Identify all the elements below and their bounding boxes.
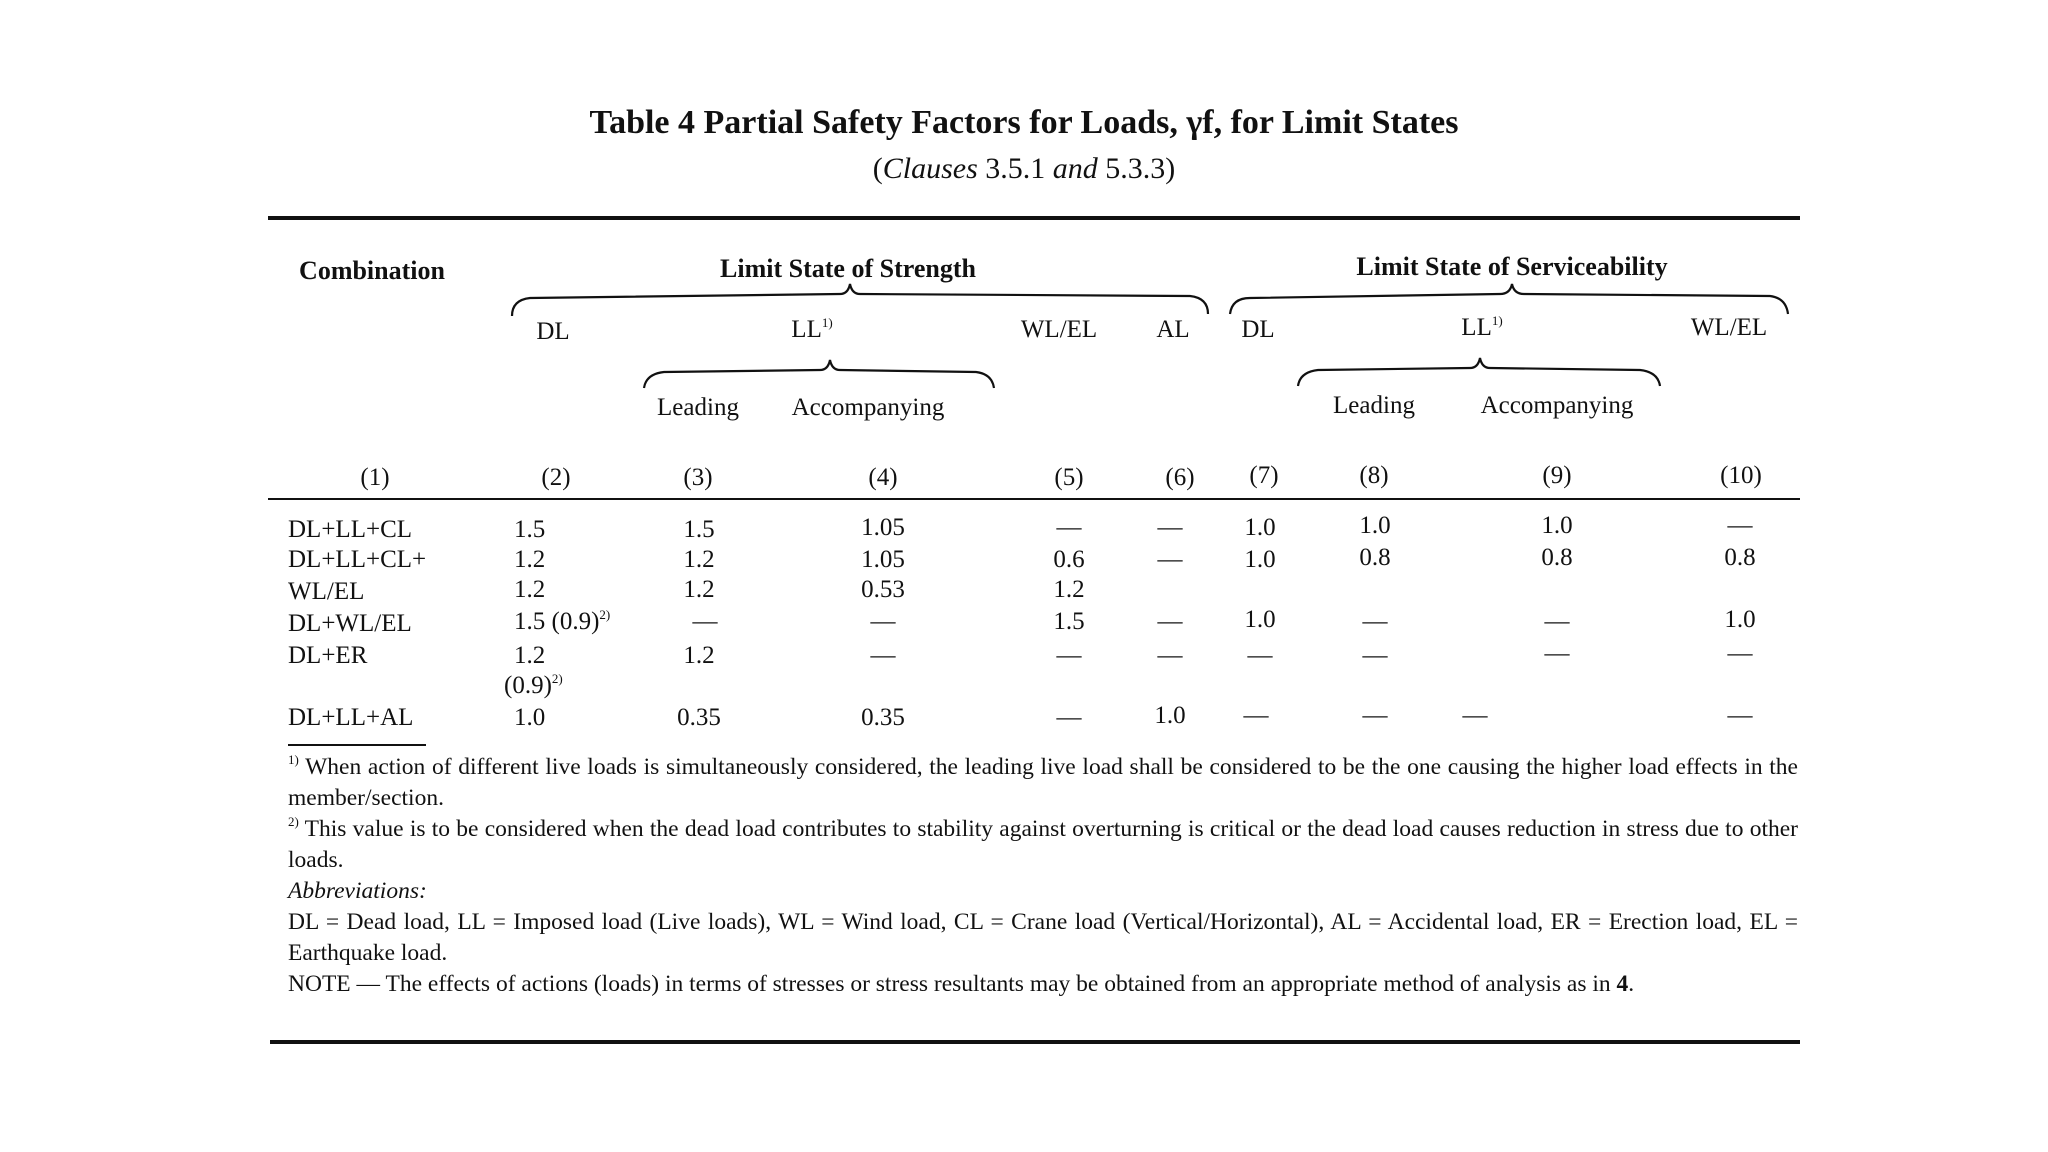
row4-col7: 1.0 xyxy=(1244,606,1276,633)
row2-col3: 1.2 xyxy=(683,546,715,573)
row5-col2-extra xyxy=(504,672,563,700)
subtitle-open: ( xyxy=(872,152,883,185)
row5-col5: — xyxy=(1056,642,1082,669)
row6-combination: DL+LL+AL xyxy=(288,704,414,731)
row4-col9: — xyxy=(1544,608,1570,635)
header-ll-strength-label: LL xyxy=(791,316,822,343)
row1-col7: 1.0 xyxy=(1244,514,1276,541)
row4-col4: — xyxy=(870,608,896,635)
row6-col9: — xyxy=(1462,702,1488,729)
brace-serviceability-path xyxy=(1230,284,1788,314)
row2-col8: 0.8 xyxy=(1359,544,1391,571)
row4-col6: — xyxy=(1157,608,1183,635)
abbreviations-text: DL = Dead load, LL = Imposed load (Live loads), WL = Wind load, CL = Crane load (Vertical/Horizontal), AL = Accidental load, ER = Erection load, EL = Earthquake load. xyxy=(288,909,1798,966)
row3-col5: 1.2 xyxy=(1053,576,1085,603)
row1-col3: 1.5 xyxy=(683,516,715,543)
header-strength-group: Limit State of Strength xyxy=(720,254,976,283)
header-ll-strength xyxy=(791,316,832,344)
table-note-ref: 4 xyxy=(1616,971,1629,997)
header-ll-service xyxy=(1461,314,1502,342)
row5-col2-extra-value: (0.9) xyxy=(504,672,552,699)
row4-col2-note: 2) xyxy=(599,607,611,622)
row5-col8: — xyxy=(1362,642,1388,669)
row1-combination: DL+LL+CL xyxy=(288,516,413,543)
row6-col3: 0.35 xyxy=(677,704,721,731)
row1-col8: 1.0 xyxy=(1359,512,1391,539)
table-note xyxy=(288,969,1798,1000)
subtitle-ref1: 3.5.1 xyxy=(977,152,1053,185)
row2-col4: 1.05 xyxy=(861,546,905,573)
row5-col9: — xyxy=(1544,640,1570,667)
row5-col4: — xyxy=(870,642,896,669)
row2-col2: 1.2 xyxy=(514,546,546,573)
table-notes xyxy=(288,752,1798,1000)
row1-col2: 1.5 xyxy=(514,516,546,543)
header-combination: Combination xyxy=(299,256,445,285)
header-ll-strength-note: 1) xyxy=(821,315,833,330)
brace-ll-service-path xyxy=(1298,358,1660,386)
header-serviceability-group: Limit State of Serviceability xyxy=(1356,252,1668,281)
table-note-text: NOTE — The effects of actions (loads) in terms of stresses or stress resultants may be obtained from an appropriate method of analysis as in xyxy=(288,971,1617,997)
row2-col5: 0.6 xyxy=(1053,546,1085,573)
row5-col2: 1.2 xyxy=(514,642,546,669)
row5-combination: DL+ER xyxy=(288,642,368,669)
row6-col6: 1.0 xyxy=(1154,702,1186,729)
header-dl-service: DL xyxy=(1241,316,1275,343)
row5-col6: — xyxy=(1157,642,1183,669)
abbreviations-heading: Abbreviations: xyxy=(288,878,427,904)
row1-col5: — xyxy=(1056,514,1082,541)
col-number-4: (4) xyxy=(868,464,898,491)
row2-col6: — xyxy=(1157,546,1183,573)
row1-col6: — xyxy=(1157,514,1183,541)
footnote-2 xyxy=(288,814,1798,876)
row3-col3: 1.2 xyxy=(683,576,715,603)
row6-col2: 1.0 xyxy=(514,704,546,731)
header-leading-strength: Leading xyxy=(657,394,739,421)
row3-combination: WL/EL xyxy=(288,578,365,605)
col-number-10: (10) xyxy=(1720,462,1762,489)
subtitle-ref2: 5.3.3) xyxy=(1097,152,1176,185)
header-ll-service-label: LL xyxy=(1461,314,1492,341)
header-accompanying-strength: Accompanying xyxy=(791,394,945,421)
row3-col4: 0.53 xyxy=(861,576,905,603)
header-leading-service: Leading xyxy=(1333,392,1415,419)
col-number-7: (7) xyxy=(1249,462,1279,489)
row6-col7: — xyxy=(1243,702,1269,729)
header-wlel-service: WL/EL xyxy=(1690,314,1768,341)
table-note-end: . xyxy=(1628,971,1635,997)
col-number-5: (5) xyxy=(1054,464,1084,491)
row1-col4: 1.05 xyxy=(861,514,905,541)
table-title: Table 4 Partial Safety Factors for Loads, γf, for Limit States xyxy=(589,104,1459,141)
row6-col10: — xyxy=(1727,702,1753,729)
row5-col7: — xyxy=(1247,642,1273,669)
row4-col3: — xyxy=(692,608,718,635)
row5-col2-note: 2) xyxy=(551,671,563,686)
row2-combination: DL+LL+CL+ xyxy=(288,546,427,573)
row1-col9: 1.0 xyxy=(1541,512,1573,539)
footnote-1-text: When action of different live loads is simultaneously considered, the leading live load shall be considered to be the one causing the higher load effects in the member/section. xyxy=(288,754,1798,811)
row2-col7: 1.0 xyxy=(1244,546,1276,573)
row2-col10: 0.8 xyxy=(1724,544,1756,571)
row2-col9: 0.8 xyxy=(1541,544,1573,571)
footnote-2-text: This value is to be considered when the dead load contributes to stability against overturning is critical or the dead load causes reduction in stress due to other loads. xyxy=(288,816,1798,873)
col-number-9: (9) xyxy=(1542,462,1572,489)
col-number-8: (8) xyxy=(1359,462,1389,489)
header-ll-service-note: 1) xyxy=(1491,313,1503,328)
row3-col2: 1.2 xyxy=(514,576,546,603)
row4-col2-value: 1.5 (0.9) xyxy=(514,608,600,635)
row6-col8: — xyxy=(1362,702,1388,729)
brace-ll-strength-path xyxy=(644,360,994,388)
row4-col10: 1.0 xyxy=(1724,606,1756,633)
col-number-6: (6) xyxy=(1165,464,1195,491)
col-number-2: (2) xyxy=(541,464,571,491)
header-dl-strength: DL xyxy=(536,318,570,345)
header-accompanying-service: Accompanying xyxy=(1480,392,1634,419)
row6-col5: — xyxy=(1056,704,1082,731)
brace-strength-path xyxy=(512,284,1208,316)
row5-col10: — xyxy=(1727,640,1753,667)
header-al: AL xyxy=(1156,316,1190,343)
col-number-3: (3) xyxy=(683,464,713,491)
row5-col3: 1.2 xyxy=(683,642,715,669)
subtitle-clauses: Clauses xyxy=(882,152,978,185)
subtitle-and: and xyxy=(1052,152,1098,185)
header-wlel-strength: WL/EL xyxy=(1020,316,1098,343)
row4-col2 xyxy=(514,608,610,636)
row6-col4: 0.35 xyxy=(861,704,905,731)
row4-col8: — xyxy=(1362,608,1388,635)
row4-col5: 1.5 xyxy=(1053,608,1085,635)
row1-col10: — xyxy=(1727,512,1753,539)
col-number-1: (1) xyxy=(360,464,390,491)
footnote-2-mark: 2) xyxy=(288,814,299,829)
footnote-1 xyxy=(288,752,1798,814)
row4-combination: DL+WL/EL xyxy=(288,610,412,637)
footnote-1-mark: 1) xyxy=(288,752,299,767)
